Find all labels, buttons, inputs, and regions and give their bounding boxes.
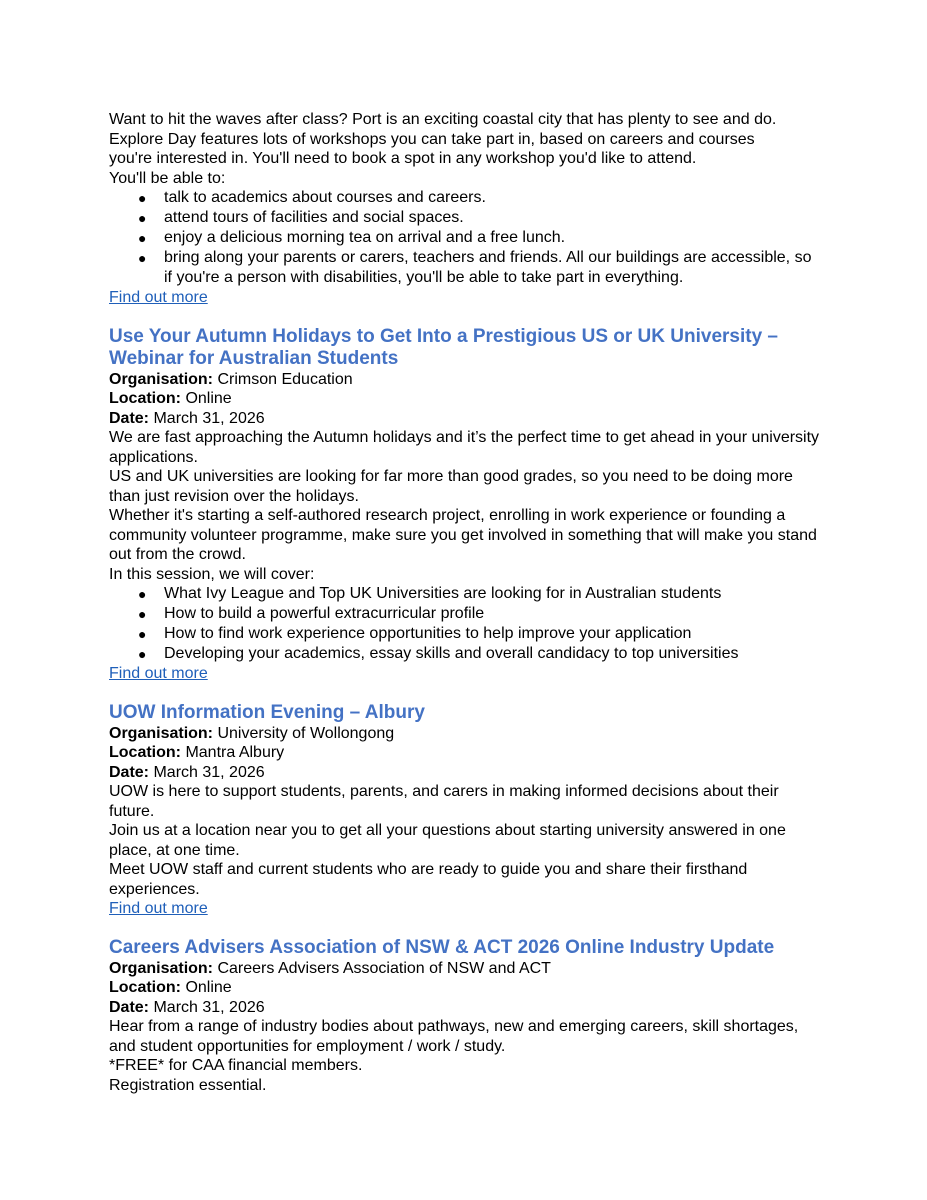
event-crimson-webinar (109, 326, 821, 684)
event-paragraph: In this session, we will cover: (109, 565, 315, 583)
find-out-more-link[interactable]: Find out more (109, 289, 208, 306)
event-paragraph: We are fast approaching the Autumn holidays and it’s the perfect time to get ahead in your university applications. (109, 429, 820, 466)
bullet-item: ● talk to academics about courses and careers. (138, 189, 486, 206)
event-paragraph: Join us at a location near you to get all your questions about starting university answered in one place, at one time. (109, 822, 786, 859)
event-title: Careers Advisers Association of NSW & ACT 2026 Online Industry Update (109, 936, 775, 958)
intro-paragraph: Want to hit the waves after class? Port is an exciting coastal city that has plenty to see and do. (109, 111, 777, 128)
bullet-item: ● bring along your parents or carers, teachers and friends. All our buildings are accessible, so if you're a person with disabilities, you'll be able to take part in everything. (138, 249, 812, 286)
event-organisation: Organisation: Careers Advisers Association of NSW and ACT (109, 959, 551, 977)
event-paragraph: Hear from a range of industry bodies about pathways, new and emerging careers, skill shortages, and student opportunities for employment / work / study. (109, 1018, 799, 1055)
intro-paragraph: Explore Day features lots of workshops you can take part in, based on careers and courses (109, 130, 755, 148)
event-location: Location: Mantra Albury (109, 744, 285, 761)
event-paragraph: Whether it's starting a self-authored research project, enrolling in work experience or founding a community volunteer programme, make sure you get involved in something that will make you stand out from the crowd. (109, 507, 817, 563)
event-title: Use Your Autumn Holidays to Get Into a Prestigious US or UK University – Webinar for Australian Students (109, 325, 778, 369)
bullet-icon: ● (138, 190, 147, 206)
find-out-more-link[interactable]: Find out more (109, 900, 208, 917)
event-bullet-list (109, 584, 821, 664)
intro-bullet-list (109, 188, 821, 288)
event-caa-industry-update (109, 937, 821, 1096)
bullet-item: ● What Ivy League and Top UK Universities are looking for in Australian students (138, 585, 722, 602)
bullet-item: ● attend tours of facilities and social spaces. (138, 209, 464, 226)
event-date: Date: March 31, 2026 (109, 763, 265, 781)
bullet-item: ● enjoy a delicious morning tea on arrival and a free lunch. (138, 229, 566, 246)
intro-section (109, 110, 821, 308)
bullet-icon: ● (138, 250, 147, 266)
event-paragraph: *FREE* for CAA financial members. (109, 1057, 363, 1074)
event-title: UOW Information Evening – Albury (109, 701, 425, 723)
event-date: Date: March 31, 2026 (109, 998, 265, 1016)
find-out-more-link[interactable]: Find out more (109, 665, 208, 682)
event-paragraph: Registration essential. (109, 1076, 267, 1094)
intro-paragraph: You'll be able to: (109, 169, 226, 187)
bullet-icon: ● (138, 230, 147, 246)
event-paragraph: UOW is here to support students, parents, and carers in making informed decisions about their future. (109, 783, 779, 820)
event-location: Location: Online (109, 979, 232, 996)
document-page (109, 110, 821, 1095)
event-date: Date: March 31, 2026 (109, 409, 265, 427)
bullet-icon: ● (138, 606, 147, 622)
event-organisation: Organisation: University of Wollongong (109, 724, 395, 742)
intro-paragraph: you're interested in. You'll need to book a spot in any workshop you'd like to attend. (109, 150, 697, 167)
event-paragraph: Meet UOW staff and current students who are ready to guide you and share their firsthand experiences. (109, 861, 748, 898)
bullet-icon: ● (138, 646, 147, 662)
event-paragraph: US and UK universities are looking for far more than good grades, so you need to be doing more than just revision over the holidays. (109, 468, 793, 505)
bullet-icon: ● (138, 626, 147, 642)
event-organisation: Organisation: Crimson Education (109, 370, 353, 388)
bullet-item: ● How to build a powerful extracurricular profile (138, 605, 485, 622)
bullet-icon: ● (138, 210, 147, 226)
event-uow-info-evening (109, 702, 821, 919)
bullet-item: ● How to find work experience opportunities to help improve your application (138, 625, 692, 642)
bullet-icon: ● (138, 586, 147, 602)
event-location: Location: Online (109, 390, 232, 407)
bullet-item: ● Developing your academics, essay skills and overall candidacy to top universities (138, 645, 739, 662)
